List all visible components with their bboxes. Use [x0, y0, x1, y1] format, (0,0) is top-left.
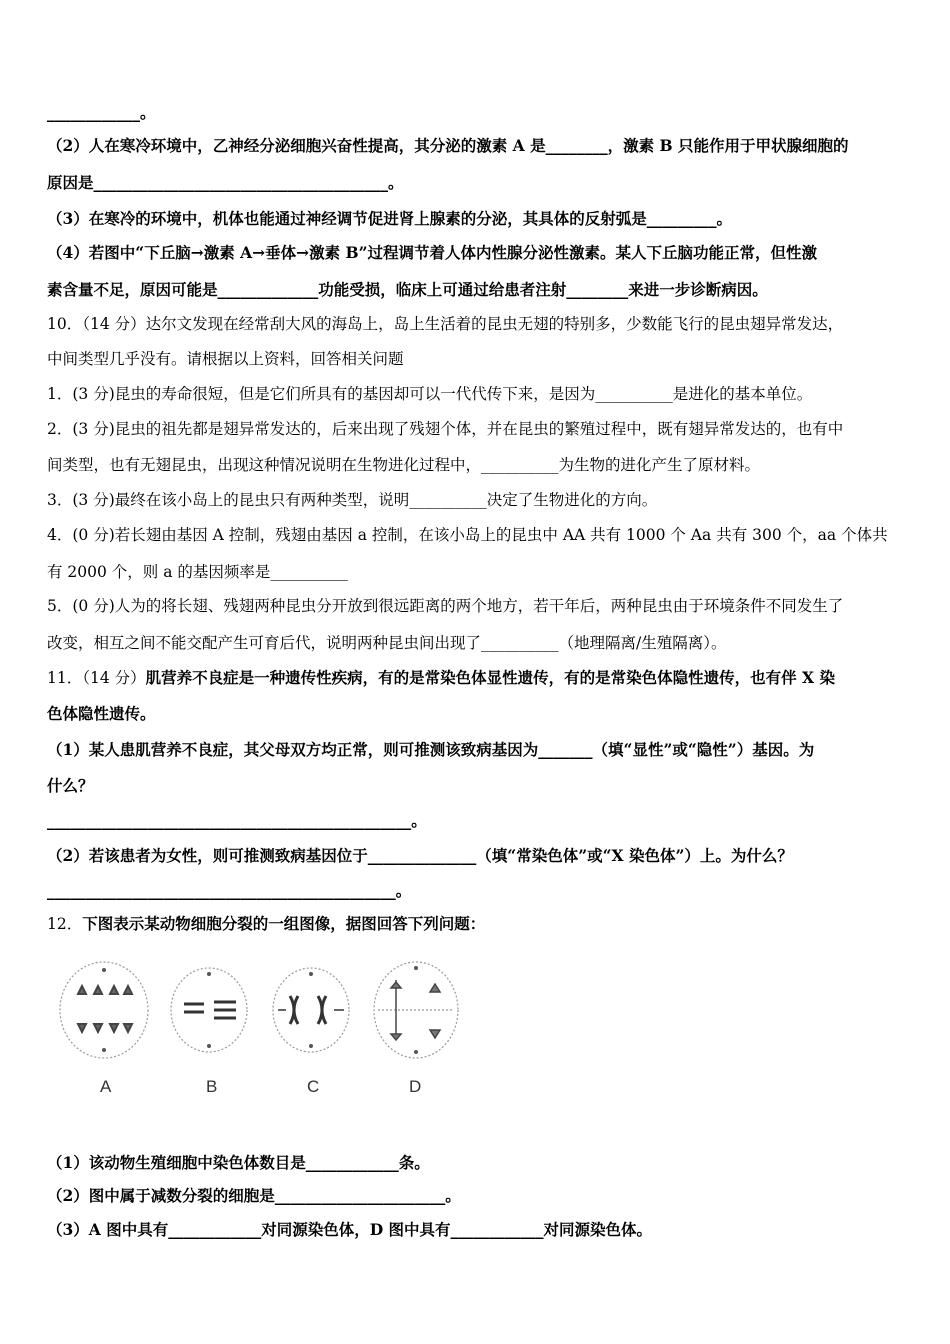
question-11-part-2: （2）若该患者为女性，则可推测致病基因位于______________（填“常染色体”或“X 染色体”）上。为什么？ — [47, 846, 793, 865]
question-11-part-1: （1）某人患肌营养不良症，其父母双方均正常，则可推测该致病基因为_______（填“显性”或“隐性”）基因。为 — [47, 740, 815, 759]
question-10-sub-5-cont: 改变，相互之间不能交配产生可育后代，说明两种昆虫间出现了__________（地理隔离/生殖隔离）。 — [47, 634, 727, 652]
question-11-stem — [47, 667, 902, 689]
question-11-part-1-cont: 什么？ — [47, 776, 94, 795]
question-10-stem — [47, 313, 902, 335]
question-text: 达尔文发现在经常刮大风的海岛上，岛上生活着的昆虫无翅的特别多，少数能飞行的昆虫翅异常发达， — [145, 315, 844, 333]
cell-a-outline — [60, 962, 148, 1058]
question-9-part-4-cont: 素含量不足，原因可能是_____________功能受损，临床上可通过给患者注射________来进一步诊断病因。 — [47, 280, 768, 299]
answer-blank-line: _______________________________________________。 — [47, 811, 427, 830]
question-10-sub-4-cont: 有 2000 个，则 a 的基因频率是__________ — [47, 563, 348, 581]
question-9-part-2-cont: 原因是______________________________________。 — [47, 173, 404, 192]
question-10-sub-1: 1．(3 分)昆虫的寿命很短，但是它们所具有的基因却可以一代代传下来，是因为__________是进化的基本单位。 — [47, 385, 813, 403]
question-12-part-1: （1）该动物生殖细胞中染色体数目是____________条。 — [47, 1153, 430, 1172]
question-10-sub-4: 4．(0 分)若长翅由基因 A 控制，残翅由基因 a 控制，在该小岛上的昆虫中 AA 共有 1000 个 Aa 共有 300 个，aa 个体共 — [47, 526, 888, 544]
figure-label-b: B — [206, 1077, 218, 1096]
question-number: 10．（14 分） — [47, 315, 146, 333]
question-10-stem-cont: 中间类型几乎没有。请根据以上资料，回答相关问题 — [47, 350, 404, 368]
cell-b-chromosomes — [184, 1002, 236, 1018]
question-12-part-3: （3）A 图中具有____________对同源染色体，D 图中具有____________对同源染色体。 — [47, 1220, 653, 1239]
question-text: 肌营养不良症是一种遗传性疾病，有的是常染色体显性遗传，有的是常染色体隐性遗传，也有伴 X 染 — [145, 668, 835, 687]
question-9-part-2: （2）人在寒冷环境中，乙神经分泌细胞兴奋性提高，其分泌的激素 A 是________，激素 B 只能作用于甲状腺细胞的 — [47, 136, 849, 155]
question-12-stem — [47, 913, 902, 935]
cell-a-chromosomes — [78, 986, 132, 1032]
figure-label-a: A — [100, 1077, 112, 1096]
question-9-part-3: （3）在寒冷的环境中，机体也能通过神经调节促进肾上腺素的分泌，其具体的反射弧是_________。 — [47, 209, 733, 228]
question-number: 11．（14 分） — [47, 669, 146, 687]
cell-division-figure — [56, 958, 466, 1098]
question-12-part-2: （2）图中属于减数分裂的细胞是______________________。 — [47, 1186, 461, 1205]
question-10-sub-2: 2．(3 分)昆虫的祖先都是翅异常发达的，后来出现了残翅个体，并在昆虫的繁殖过程中，既有翅异常发达的，也有中 — [47, 420, 844, 438]
figure-label-d: D — [409, 1077, 422, 1096]
question-9-part-4: （4）若图中“下丘脑→激素 A→垂体→激素 B”过程调节着人体内性腺分泌性激素。某人下丘脑功能正常，但性激 — [47, 243, 818, 262]
answer-blank-line: ____________。 — [47, 103, 156, 122]
question-10-sub-2-cont: 间类型，也有无翅昆虫，出现这种情况说明在生物进化过程中，__________为生物的进化产生了原材料。 — [47, 456, 761, 474]
figure-label-c: C — [307, 1077, 320, 1096]
question-number: 12． — [47, 915, 83, 933]
question-10-sub-3: 3．(3 分)最终在该小岛上的昆虫只有两种类型，说明__________决定了生物进化的方向。 — [47, 491, 658, 509]
cell-c-chromosomes — [278, 996, 344, 1024]
answer-blank-line: _____________________________________________。 — [47, 881, 412, 900]
question-text: 下图表示某动物细胞分裂的一组图像，据图回答下列问题： — [82, 914, 486, 933]
question-10-sub-5: 5．(0 分)人为的将长翅、残翅两种昆虫分开放到很远距离的两个地方，若干年后，两种昆虫由于环境条件不同发生了 — [47, 597, 844, 615]
question-11-stem-cont: 色体隐性遗传。 — [47, 704, 156, 723]
cell-division-diagram — [56, 958, 466, 1098]
